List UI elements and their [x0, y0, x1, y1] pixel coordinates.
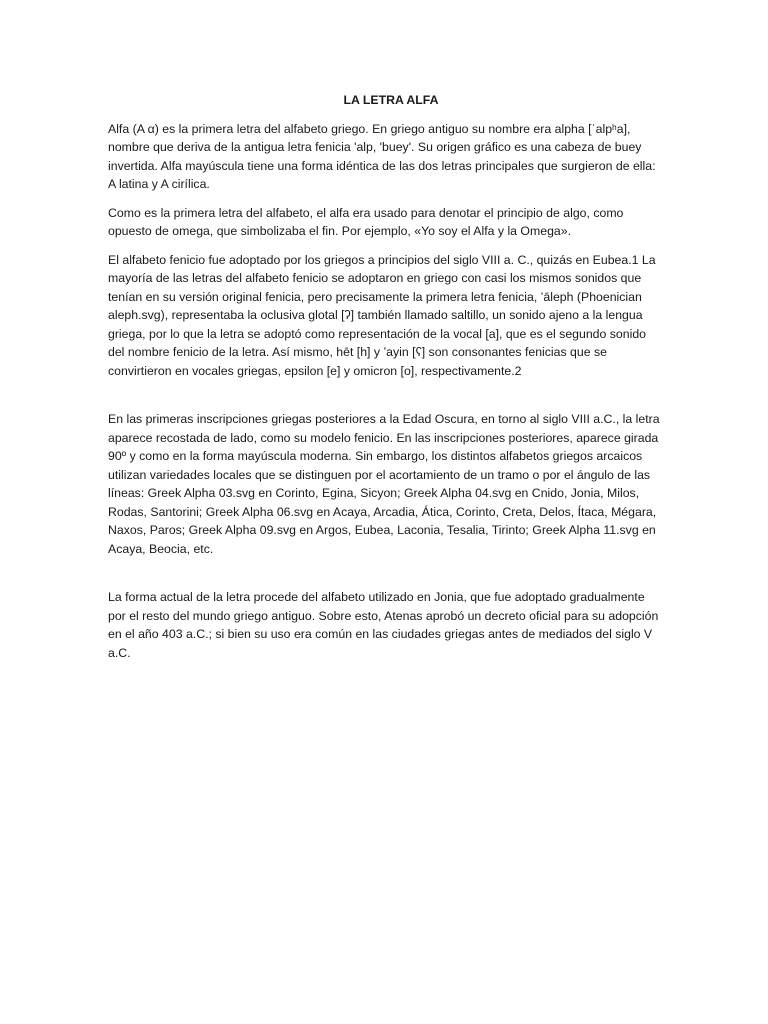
paragraph-phoenician-origin: El alfabeto fenicio fue adoptado por los griegos a principios del siglo VIII a. C., quizás en Eubea.1 La mayoría de las letras del alfabeto fenicio se adoptaron en griego con casi los mismos sonidos que tenían en su versión original fenicia, pero precisamente la primera letra fenicia, ʼāleph (Phoenician aleph.svg), representaba la oclusiva glotal [ʔ] también llamado saltillo, un sonido ajeno a la lengua griega, por lo que la letra se adoptó como representación de la vocal [a], que es el segundo sonido del nombre fenicio de la letra. Así mismo, hēt [h] y ʽayin [ʕ] son consonantes fenicias que se convirtieron en vocales griegas, epsilon [e] y omicron [o], respectivamente.2: [108, 252, 656, 378]
document-body: [108, 91, 664, 672]
document-title: LA LETRA ALFA: [343, 93, 439, 107]
paragraph-intro: Alfa (Α α) es la primera letra del alfabeto griego. En griego antiguo su nombre era alpha [ˈalpʰa], nombre que deriva de la antigua letra fenicia 'alp, 'buey'. Su origen gráfico es una cabeza de buey invertida. Alfa mayúscula tiene una forma idéntica de las dos letras principales que surgieron de ella: A latina y A cirílica.: [108, 121, 656, 191]
paragraph-archaic-variants: En las primeras inscripciones griegas posteriores a la Edad Oscura, en torno al siglo VIII a.C., la letra aparece recostada de lado, como su modelo fenicio. En las inscripciones posteriores, aparece girada 90º y como en la forma mayúscula moderna. Sin embargo, los distintos alfabetos griegos arcaicos utilizan variedades locales que se distinguen por el acortamiento de un tramo o por el ángulo de las líneas: Greek Alpha 03.svg en Corinto, Egina, Sicyon; Greek Alpha 04.svg en Cnido, Jonia, Milos, Rodas, Santorini; Greek Alpha 06.svg en Acaya, Arcadia, Ática, Corinto, Creta, Delos, Ítaca, Mégara, Naxos, Paros; Greek Alpha 09.svg en Argos, Eubea, Laconia, Tesalia, Tirinto; Greek Alpha 11.svg en Acaya, Beocia, etc.: [108, 412, 660, 556]
paragraph-ionic-adoption: La forma actual de la letra procede del alfabeto utilizado en Jonia, que fue adoptado gradualmente por el resto del mundo griego antiguo. Sobre esto, Atenas aprobó un decreto oficial para su adopción en el año 403 a.C.; si bien su uso era común en las ciudades griegas antes de mediados del siglo V a.C.: [108, 590, 659, 660]
paragraph-alpha-omega: Como es la primera letra del alfabeto, el alfa era usado para denotar el principio de algo, como opuesto de omega, que simbolizaba el fin. Por ejemplo, «Yo soy el Alfa y la Omega».: [108, 205, 624, 238]
